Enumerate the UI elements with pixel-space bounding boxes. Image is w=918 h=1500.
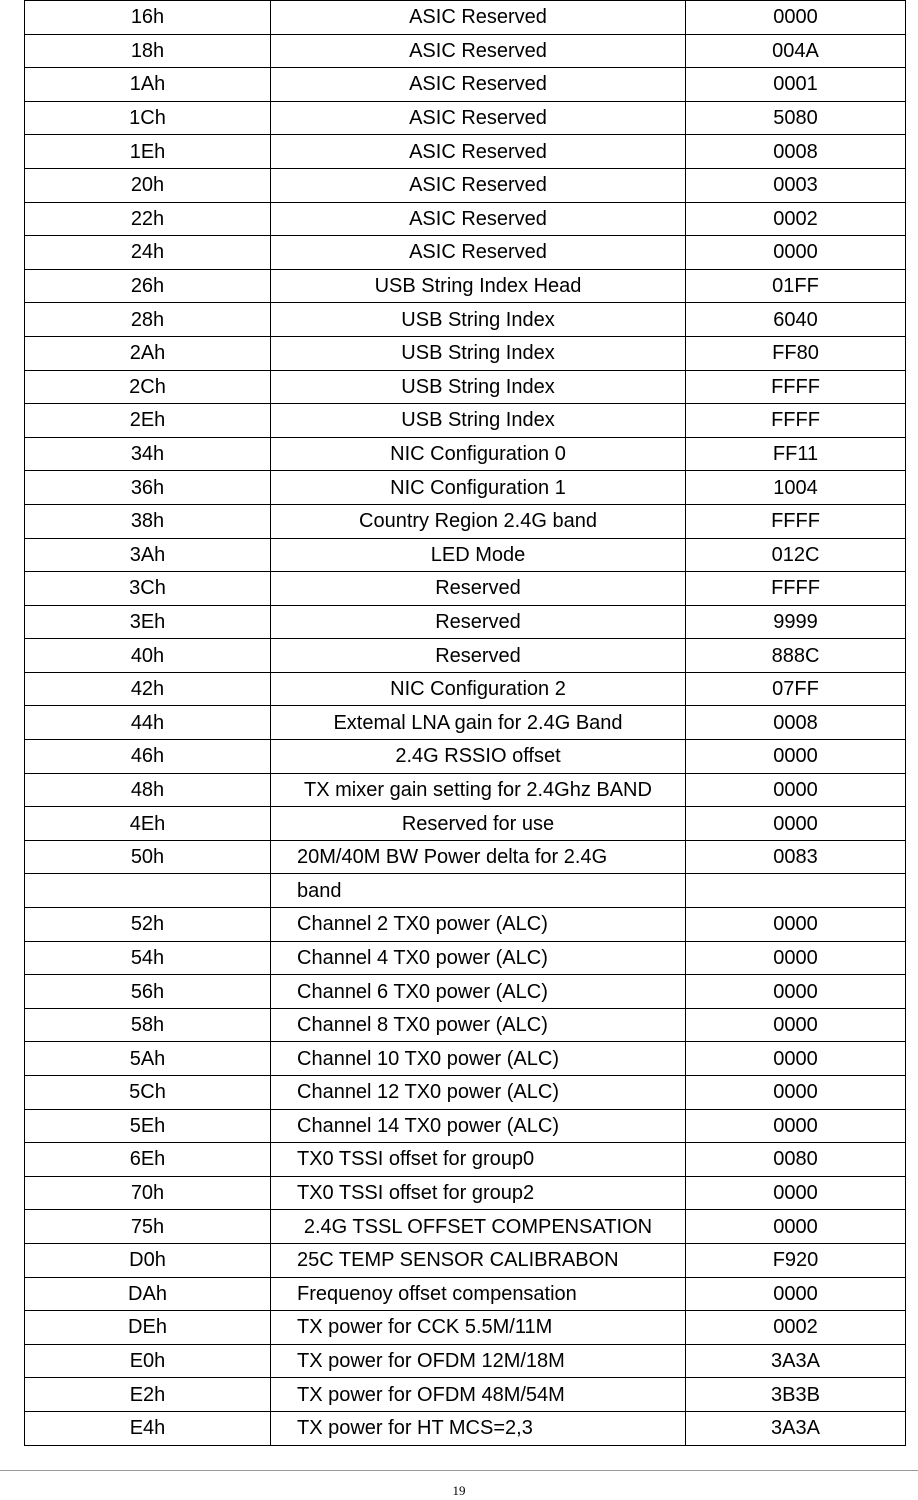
table-row [25, 1076, 906, 1110]
address-cell: E2h [25, 1378, 271, 1412]
description-cell: TX mixer gain setting for 2.4Ghz BAND [271, 773, 686, 807]
description-cell: USB String Index [271, 303, 686, 337]
value-cell: 0002 [686, 202, 906, 236]
table-row [25, 236, 906, 270]
value-cell: 0000 [686, 1109, 906, 1143]
address-cell: 50h [25, 840, 271, 874]
address-cell: 1Eh [25, 135, 271, 169]
description-cell: ASIC Reserved [271, 101, 686, 135]
table-row [25, 437, 906, 471]
description-cell: USB String Index [271, 404, 686, 438]
address-cell: 34h [25, 437, 271, 471]
table-row [25, 101, 906, 135]
table-row [25, 874, 906, 908]
value-cell: 0000 [686, 1277, 906, 1311]
address-cell: 1Ch [25, 101, 271, 135]
value-cell: FF80 [686, 336, 906, 370]
address-cell: 5Ah [25, 1042, 271, 1076]
value-cell: 5080 [686, 101, 906, 135]
description-cell: TX power for HT MCS=2,3 [271, 1411, 686, 1445]
table-row [25, 1243, 906, 1277]
value-cell: 0003 [686, 168, 906, 202]
table-row [25, 68, 906, 102]
value-cell: 3A3A [686, 1411, 906, 1445]
table-row [25, 504, 906, 538]
table-row [25, 336, 906, 370]
address-cell: 75h [25, 1210, 271, 1244]
description-cell: 2.4G RSSIO offset [271, 740, 686, 774]
address-cell: 20h [25, 168, 271, 202]
value-cell: 0000 [686, 1076, 906, 1110]
eeprom-register-table [24, 0, 906, 1446]
value-cell: 0000 [686, 1210, 906, 1244]
table-row [25, 840, 906, 874]
address-cell: 5Ch [25, 1076, 271, 1110]
value-cell: FFFF [686, 572, 906, 606]
address-cell: 16h [25, 1, 271, 35]
table-row [25, 605, 906, 639]
address-cell: DEh [25, 1311, 271, 1345]
address-cell: 18h [25, 34, 271, 68]
value-cell: 0000 [686, 941, 906, 975]
address-cell: 58h [25, 1008, 271, 1042]
value-cell: FFFF [686, 404, 906, 438]
description-cell: 20M/40M BW Power delta for 2.4G [271, 840, 686, 874]
value-cell: 0000 [686, 1176, 906, 1210]
table-row [25, 807, 906, 841]
description-cell: USB String Index Head [271, 269, 686, 303]
address-cell: 2Ch [25, 370, 271, 404]
address-cell: D0h [25, 1243, 271, 1277]
address-cell: 54h [25, 941, 271, 975]
value-cell: 0001 [686, 68, 906, 102]
table-row [25, 1411, 906, 1445]
address-cell: 3Ch [25, 572, 271, 606]
table-row [25, 740, 906, 774]
table-row [25, 1008, 906, 1042]
value-cell: 01FF [686, 269, 906, 303]
description-cell: Channel 10 TX0 power (ALC) [271, 1042, 686, 1076]
description-cell: Reserved [271, 572, 686, 606]
description-cell: 2.4G TSSL OFFSET COMPENSATION [271, 1210, 686, 1244]
address-cell: 42h [25, 672, 271, 706]
table-row [25, 202, 906, 236]
description-cell: Channel 4 TX0 power (ALC) [271, 941, 686, 975]
value-cell [686, 874, 906, 908]
description-cell: Country Region 2.4G band [271, 504, 686, 538]
table-row [25, 135, 906, 169]
value-cell: 0000 [686, 1042, 906, 1076]
value-cell: 012C [686, 538, 906, 572]
table-row [25, 1277, 906, 1311]
value-cell: 0000 [686, 1, 906, 35]
description-cell: Reserved [271, 639, 686, 673]
description-cell: Extemal LNA gain for 2.4G Band [271, 706, 686, 740]
value-cell: 0000 [686, 236, 906, 270]
value-cell: 0080 [686, 1143, 906, 1177]
address-cell: 52h [25, 908, 271, 942]
value-cell: F920 [686, 1243, 906, 1277]
description-cell: ASIC Reserved [271, 168, 686, 202]
address-cell: 28h [25, 303, 271, 337]
table-row [25, 404, 906, 438]
value-cell: 0083 [686, 840, 906, 874]
table-row [25, 538, 906, 572]
value-cell: FFFF [686, 504, 906, 538]
value-cell: 3A3A [686, 1344, 906, 1378]
table-row [25, 941, 906, 975]
description-cell: Channel 8 TX0 power (ALC) [271, 1008, 686, 1042]
address-cell: 22h [25, 202, 271, 236]
table-row [25, 1143, 906, 1177]
value-cell: 0000 [686, 807, 906, 841]
description-cell: TX power for OFDM 12M/18M [271, 1344, 686, 1378]
description-cell: TX0 TSSI offset for group0 [271, 1143, 686, 1177]
value-cell: 3B3B [686, 1378, 906, 1412]
description-cell: TX0 TSSI offset for group2 [271, 1176, 686, 1210]
table-row [25, 975, 906, 1009]
address-cell: 26h [25, 269, 271, 303]
address-cell: 4Eh [25, 807, 271, 841]
value-cell: 1004 [686, 471, 906, 505]
table-row [25, 168, 906, 202]
table-row [25, 1109, 906, 1143]
table-row [25, 773, 906, 807]
value-cell: 0008 [686, 706, 906, 740]
address-cell: E0h [25, 1344, 271, 1378]
description-cell: USB String Index [271, 336, 686, 370]
address-cell: 36h [25, 471, 271, 505]
value-cell: 004A [686, 34, 906, 68]
address-cell: 3Eh [25, 605, 271, 639]
value-cell: 0000 [686, 975, 906, 1009]
description-cell: NIC Configuration 0 [271, 437, 686, 471]
description-cell: band [271, 874, 686, 908]
table-row [25, 34, 906, 68]
table-body [25, 1, 906, 1446]
table-row [25, 572, 906, 606]
table-row [25, 639, 906, 673]
address-cell: 44h [25, 706, 271, 740]
description-cell: TX power for CCK 5.5M/11M [271, 1311, 686, 1345]
description-cell: Reserved for use [271, 807, 686, 841]
table-row [25, 303, 906, 337]
value-cell: 0000 [686, 908, 906, 942]
address-cell: E4h [25, 1411, 271, 1445]
description-cell: Channel 14 TX0 power (ALC) [271, 1109, 686, 1143]
table-row [25, 908, 906, 942]
description-cell: ASIC Reserved [271, 34, 686, 68]
description-cell: ASIC Reserved [271, 236, 686, 270]
table-row [25, 1378, 906, 1412]
value-cell: 888C [686, 639, 906, 673]
description-cell: Frequenoy offset compensation [271, 1277, 686, 1311]
value-cell: 9999 [686, 605, 906, 639]
address-cell: 2Eh [25, 404, 271, 438]
description-cell: 25C TEMP SENSOR CALIBRABON [271, 1243, 686, 1277]
description-cell: USB String Index [271, 370, 686, 404]
address-cell: 48h [25, 773, 271, 807]
description-cell: Channel 2 TX0 power (ALC) [271, 908, 686, 942]
description-cell: LED Mode [271, 538, 686, 572]
description-cell: Channel 12 TX0 power (ALC) [271, 1076, 686, 1110]
table-row [25, 706, 906, 740]
table-row [25, 1311, 906, 1345]
address-cell: 5Eh [25, 1109, 271, 1143]
table-row [25, 1042, 906, 1076]
description-cell: NIC Configuration 2 [271, 672, 686, 706]
page-divider [0, 1470, 918, 1471]
table-row [25, 1210, 906, 1244]
table-row [25, 672, 906, 706]
description-cell: ASIC Reserved [271, 135, 686, 169]
value-cell: FFFF [686, 370, 906, 404]
value-cell: 0000 [686, 773, 906, 807]
address-cell: 24h [25, 236, 271, 270]
description-cell: Reserved [271, 605, 686, 639]
description-cell: Channel 6 TX0 power (ALC) [271, 975, 686, 1009]
value-cell: 07FF [686, 672, 906, 706]
address-cell: 46h [25, 740, 271, 774]
table-row [25, 1, 906, 35]
description-cell: ASIC Reserved [271, 202, 686, 236]
address-cell: 6Eh [25, 1143, 271, 1177]
address-cell: DAh [25, 1277, 271, 1311]
description-cell: ASIC Reserved [271, 68, 686, 102]
table-row [25, 471, 906, 505]
value-cell: 0002 [686, 1311, 906, 1345]
description-cell: ASIC Reserved [271, 1, 686, 35]
value-cell: 0008 [686, 135, 906, 169]
table-row [25, 269, 906, 303]
value-cell: 0000 [686, 740, 906, 774]
address-cell: 70h [25, 1176, 271, 1210]
address-cell: 40h [25, 639, 271, 673]
page-number: 19 [452, 1483, 466, 1498]
address-cell [25, 874, 271, 908]
value-cell: 0000 [686, 1008, 906, 1042]
table-row [25, 1344, 906, 1378]
description-cell: TX power for OFDM 48M/54M [271, 1378, 686, 1412]
value-cell: FF11 [686, 437, 906, 471]
address-cell: 2Ah [25, 336, 271, 370]
description-cell: NIC Configuration 1 [271, 471, 686, 505]
address-cell: 1Ah [25, 68, 271, 102]
table-row [25, 1176, 906, 1210]
address-cell: 3Ah [25, 538, 271, 572]
address-cell: 56h [25, 975, 271, 1009]
address-cell: 38h [25, 504, 271, 538]
value-cell: 6040 [686, 303, 906, 337]
table-row [25, 370, 906, 404]
